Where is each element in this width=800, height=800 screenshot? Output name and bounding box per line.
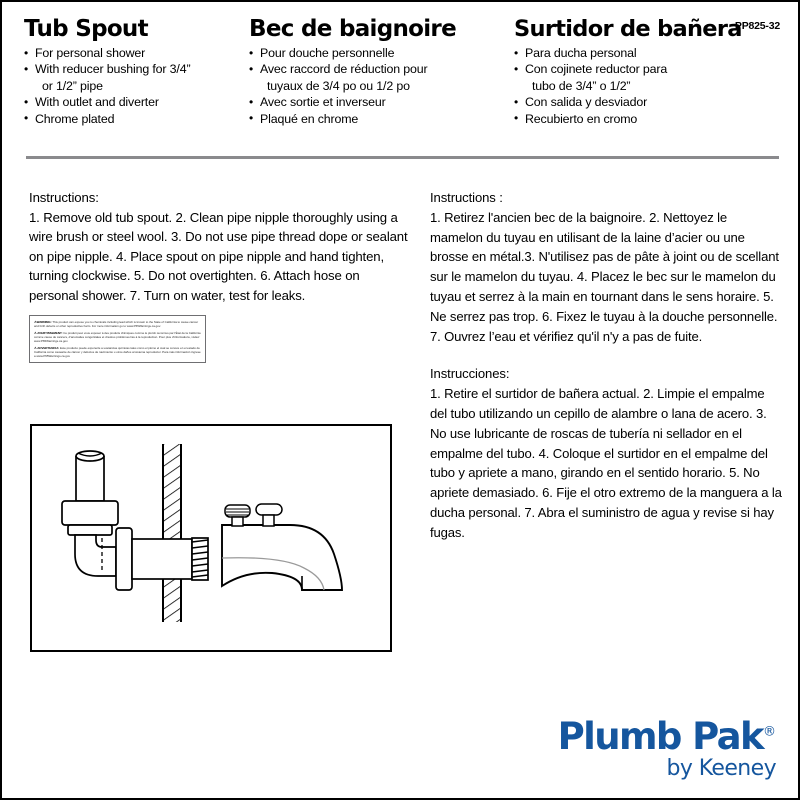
- feature-item-continuation: tubo de 3/4” o 1/2”: [532, 78, 631, 93]
- feature-item: • For personal shower: [24, 45, 249, 61]
- warning-text-english: This product can expose you to chemicals including lead which is known to the State of California to cause cancer and birth defects or other reproductive harm. For more information go to www.P65Warnings.ca.gov.: [34, 320, 199, 329]
- instructions-body-english: 1. Remove old tub spout. 2. Clean pipe nipple thoroughly using a wire brush or steel wool. 3. Do not use pipe thread dope or sealant on pipe nipple. 4. Place spout on pipe nipple and hand tighten, turning clockwise. 5. Do not overtighten. 6. Attach hose on personal shower. 7. Turn on water, test for leaks.: [29, 209, 408, 303]
- prop65-warning-box: [29, 315, 206, 363]
- feature-item: • Avec raccord de réduction pour: [249, 61, 514, 77]
- feature-list-french: [249, 45, 514, 127]
- feature-item-continuation: tuyaux de 3/4 po ou 1/2 po: [267, 78, 410, 93]
- product-title-french: Bec de baignoire: [249, 16, 456, 42]
- tub-spout-diagram-svg: [32, 426, 389, 649]
- instructions-heading-french: Instructions :: [430, 190, 503, 205]
- feature-item: • Plaqué en chrome: [249, 111, 514, 127]
- pipe-elbow-fitting: [75, 535, 116, 576]
- product-title-english: Tub Spout: [24, 16, 148, 42]
- warning-label-french: ⚠ AVERTISSEMENT:: [34, 330, 63, 335]
- product-title-spanish: Surtidor de bañera: [514, 16, 742, 42]
- wall-section-hatched: [163, 444, 181, 622]
- header-column-english: [24, 16, 249, 144]
- logo-tagline: by Keeney: [666, 756, 776, 781]
- header-column-spanish: [514, 16, 780, 144]
- feature-item: • With outlet and diverter: [24, 94, 249, 110]
- warning-label-spanish: ⚠ ADVERTENCIA:: [34, 345, 60, 350]
- instructions-body-spanish: 1. Retire el surtidor de bañera actual. 2. Limpie el empalme del tubo utilizando un cepillo de alambre o lana de acero. 3. No use lubricante de roscas de tubería ni sellador en el empalme del tubo. 4. Coloque el surtidor en el empalme del tubo y apriete a mano, girando en el sentido horario. 5. No apriete demasiado. 6. Fije el otro extremo de la manguera a la ducha personal. 7. Abra el suministro de agua y revise si hay fugas.: [430, 386, 782, 540]
- copper-riser-pipe: [76, 451, 104, 501]
- instructions-heading-english: Instructions:: [29, 190, 99, 205]
- feature-list-english: [24, 45, 249, 127]
- instructions-body-french: 1. Retirez l'ancien bec de la baignoire. 2. Nettoyez le mamelon du tuyau en utilisant de la laine d’acier ou une brosse en métal.3. N'utilisez pas de pâte à joint ou de scellant sur le mamelon du tuyau. 4. Placez le bec sur le mamelon du tuyau et serrez à la main en tournant dans le sens horaire. 5. Ne serrez pas trop. 6. Fixez le tuyau à la douche personnelle. 7. Ouvrez l’eau et vérifiez qu'il n'y a pas de fuite.: [430, 209, 779, 344]
- warning-text-spanish: Este producto puede exponerle a sustancias químicas tales como el plomo el cual se conoce en el estado de California como causante de cáncer y defectos de nacimiento u otros daños al sistema reproductor. Para más información ingrese a www.P65Warnings.ca.gov: [34, 345, 201, 359]
- header-divider: [26, 156, 779, 159]
- feature-list-spanish: [514, 45, 780, 127]
- feature-item: • Recubierto en cromo: [514, 111, 780, 127]
- instructions-spacer: [430, 346, 782, 364]
- part-number: PP825-32: [734, 20, 780, 32]
- warning-label-english: ⚠WARNING:: [34, 320, 52, 324]
- feature-item: • With reducer bushing for 3/4”: [24, 61, 249, 77]
- feature-item: • Con salida y desviador: [514, 94, 780, 110]
- diverter-knob-ribbed: [225, 505, 250, 526]
- pipe-elbow-collar: [62, 501, 118, 535]
- instructions-right-block: [430, 188, 782, 543]
- feature-item: • Pour douche personnelle: [249, 45, 514, 61]
- header-column-french: [249, 16, 514, 144]
- warning-text-french: Ce produit peut vous exposer à des produits chimiques comme le plomb reconnus par l’État de la Californie comme cause de cancers, d’anomalies congénitales et d’autres problèmes liés à la reproduction. Pour plus d’informations, visitez www.P65Warnings.ca.gov.: [34, 330, 201, 344]
- prop65-warning-spanish: [34, 346, 201, 358]
- prop65-warning-english: [34, 320, 201, 328]
- feature-item: • Chrome plated: [24, 111, 249, 127]
- installation-diagram: [30, 424, 392, 652]
- logo-main-text: Plumb Pak: [557, 715, 763, 758]
- prop65-warning-french: [34, 331, 201, 343]
- instructions-heading-spanish: Instrucciones:: [430, 366, 510, 382]
- logo-wordmark: [557, 715, 776, 758]
- instructions-english-block: [29, 188, 409, 305]
- header: [24, 16, 780, 144]
- feature-item-continuation: or 1/2” pipe: [42, 78, 103, 93]
- feature-item: • Para ducha personal: [514, 45, 780, 61]
- hose-outlet-connector: [256, 504, 282, 526]
- brand-logo: [557, 715, 776, 781]
- registered-trademark-icon: ®: [763, 724, 776, 740]
- feature-item: • Avec sortie et inverseur: [249, 94, 514, 110]
- feature-item: • Con cojinete reductor para: [514, 61, 780, 77]
